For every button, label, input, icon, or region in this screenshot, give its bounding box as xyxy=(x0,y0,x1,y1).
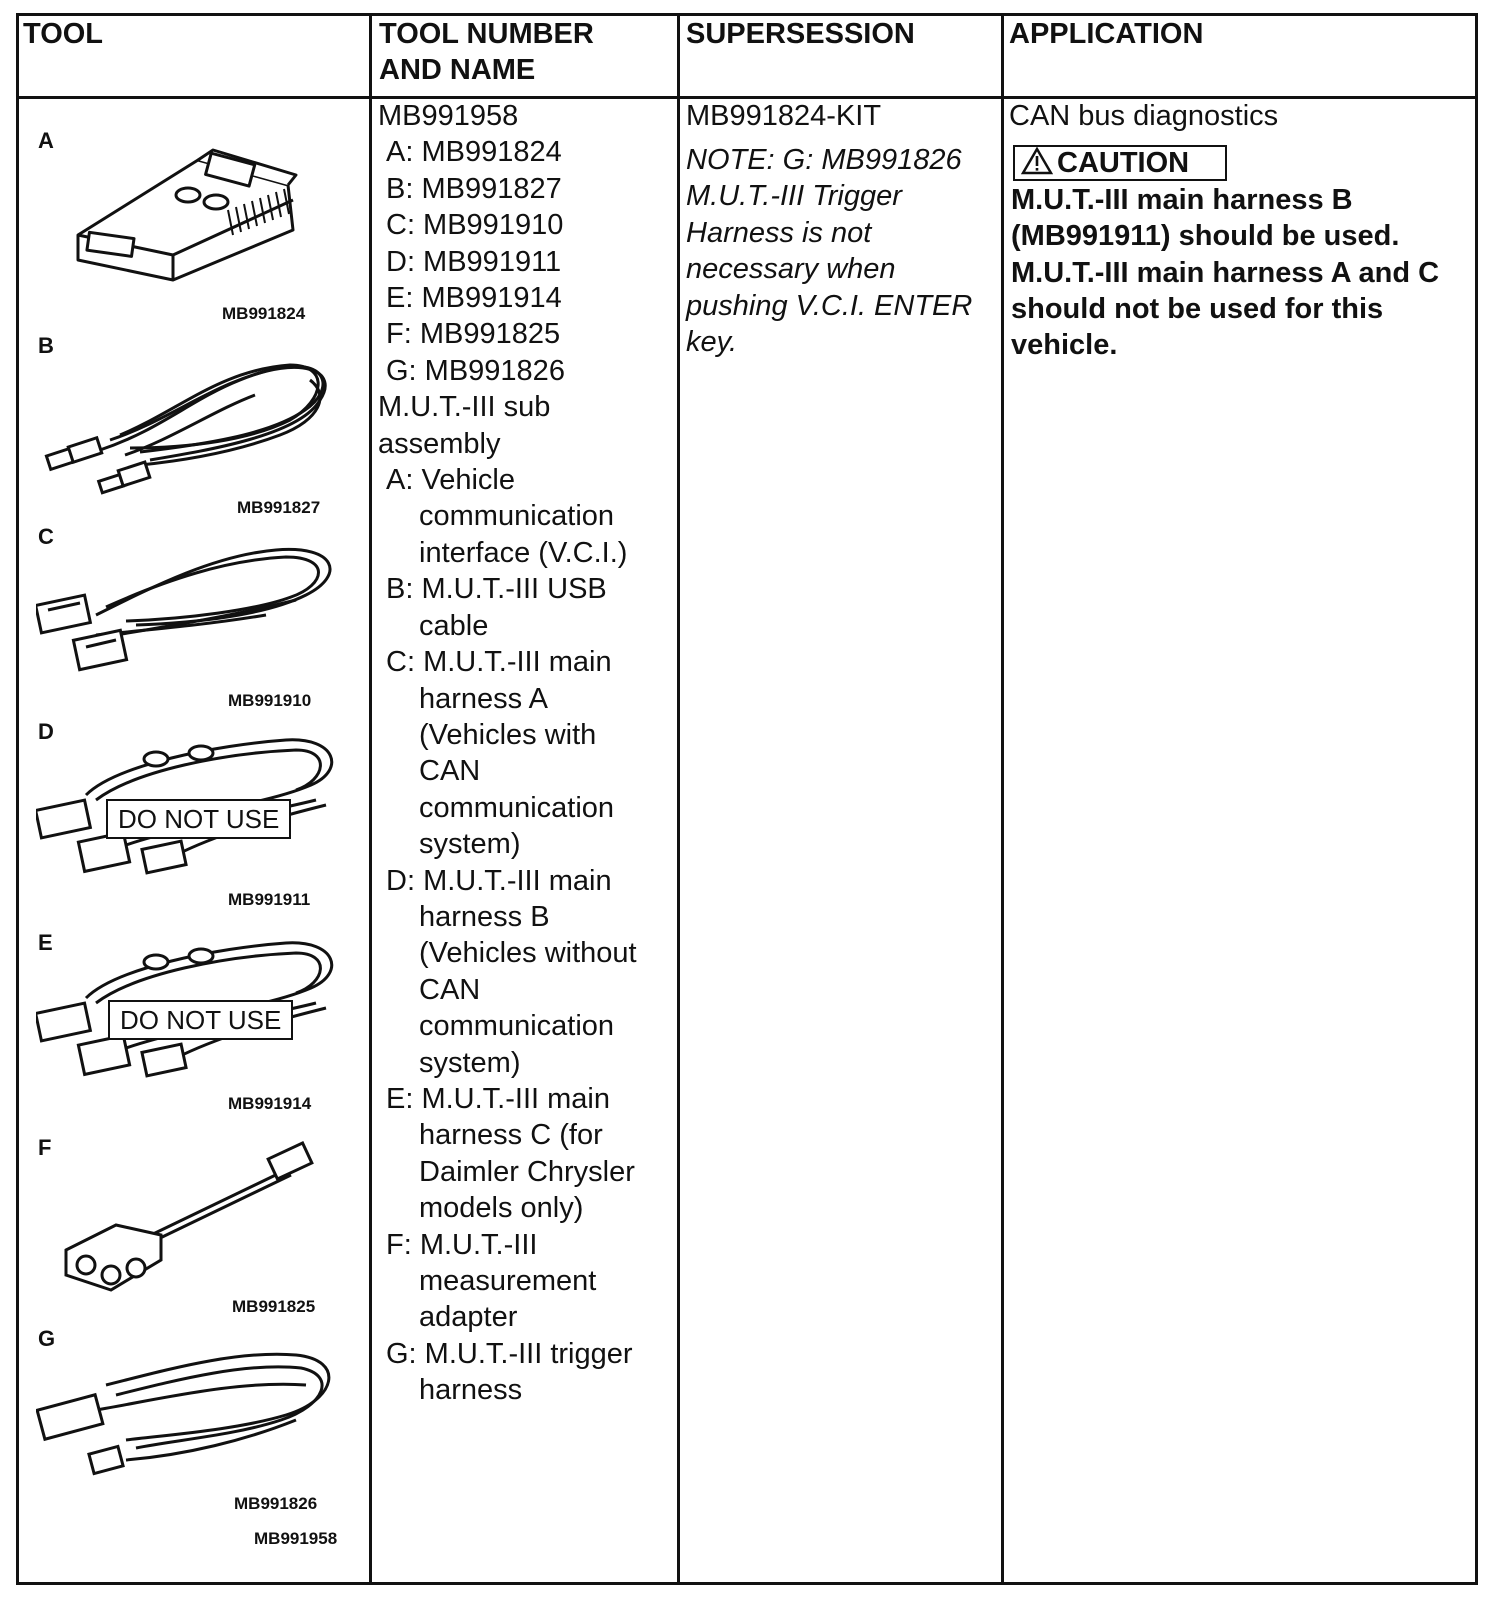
description-line: Daimler Chrysler xyxy=(419,1155,635,1188)
description-line: harness A xyxy=(419,682,548,715)
caution-line: vehicle. xyxy=(1011,329,1118,362)
tool-part-number: MB991826 xyxy=(234,1494,318,1513)
application-value: CAN bus diagnostics xyxy=(1009,100,1279,132)
description-line: CAN xyxy=(419,973,481,1006)
header-supersession: SUPERSESSION xyxy=(686,18,915,50)
header-tool-number-line1: TOOL NUMBER xyxy=(379,18,594,50)
description-line: system) xyxy=(419,1046,521,1079)
sub-assembly-title: M.U.T.-III sub xyxy=(378,391,551,424)
note-line: key. xyxy=(686,326,738,359)
supersession-value: MB991824-KIT xyxy=(686,100,882,132)
kit-part-number: MB991958 xyxy=(254,1529,338,1548)
description-letter: G: xyxy=(386,1337,425,1370)
description-line: cable xyxy=(419,609,489,642)
do-not-use-label: DO NOT USE xyxy=(106,799,291,839)
description-line xyxy=(378,1336,637,1372)
measurement-adapter-icon xyxy=(56,1140,346,1300)
kit-item: D: MB991911 xyxy=(386,245,562,278)
usb-cable-icon xyxy=(40,340,340,500)
description-text: M.U.T.-III trigger xyxy=(424,1337,633,1370)
description-letter: D: xyxy=(386,864,424,897)
caution-line: M.U.T.-III main harness A and C xyxy=(1011,256,1440,289)
description-text: M.U.T.-III main xyxy=(423,864,612,897)
sub-assembly-title: assembly xyxy=(378,427,501,460)
description-line xyxy=(378,1081,637,1117)
description-text: M.U.T.-III main xyxy=(421,1082,610,1115)
caution-box xyxy=(1013,145,1227,181)
tool-letter: E xyxy=(38,930,53,955)
description-line: adapter xyxy=(419,1301,518,1334)
header-application: APPLICATION xyxy=(1009,18,1204,50)
header-tool-number-line2: AND NAME xyxy=(379,54,536,86)
tool-letter: D xyxy=(38,719,54,744)
tool-letter: B xyxy=(38,333,54,358)
description-letter: C: xyxy=(386,646,424,679)
vci-device-icon xyxy=(68,140,308,285)
tool-part-number: MB991911 xyxy=(228,890,311,909)
description-line: interface (V.C.I.) xyxy=(419,536,628,569)
tool-part-number: MB991910 xyxy=(228,691,312,710)
column-divider xyxy=(369,13,372,1585)
description-line: CAN xyxy=(419,755,481,788)
tool-part-number: MB991827 xyxy=(237,498,321,517)
main-harness-a-icon xyxy=(36,535,346,685)
column-divider xyxy=(677,13,680,1585)
description-text: M.U.T.-III xyxy=(419,1228,538,1261)
header-tool-number xyxy=(379,16,594,88)
tool-number-cell xyxy=(378,98,637,1409)
description-text: M.U.T.-III USB xyxy=(421,573,607,606)
tool-letter: C xyxy=(38,524,54,549)
trigger-harness-icon xyxy=(36,1340,346,1500)
caution-line: (MB991911) should be used. xyxy=(1011,220,1400,253)
note-line: NOTE: G: MB991826 xyxy=(686,144,962,176)
kit-item: E: MB991914 xyxy=(386,282,562,315)
description-text: M.U.T.-III main xyxy=(423,646,612,679)
tool-part-number: MB991824 xyxy=(222,304,306,323)
description-line xyxy=(378,644,637,680)
description-line: communication xyxy=(419,791,615,824)
caution-text xyxy=(1011,182,1473,363)
note-line: Harness is not xyxy=(686,216,872,249)
tool-letter: A xyxy=(38,128,54,153)
description-line: system) xyxy=(419,828,521,861)
tool-part-number: MB991825 xyxy=(232,1297,316,1316)
description-line xyxy=(378,462,637,498)
do-not-use-label: DO NOT USE xyxy=(108,1000,293,1040)
description-line: communication xyxy=(419,500,615,533)
description-line: measurement xyxy=(419,1265,597,1297)
warning-triangle-icon xyxy=(1021,147,1053,182)
description-letter: E: xyxy=(386,1082,422,1115)
kit-item: B: MB991827 xyxy=(386,172,562,205)
note-line: necessary when xyxy=(686,253,896,286)
tool-part-number: MB991914 xyxy=(228,1094,312,1113)
description-line xyxy=(378,863,637,899)
description-line: (Vehicles without xyxy=(419,937,637,970)
kit-item: G: MB991826 xyxy=(386,354,565,387)
description-letter: B: xyxy=(386,573,422,606)
description-line xyxy=(378,571,637,607)
kit-item: C: MB991910 xyxy=(386,209,564,242)
description-line: harness C (for xyxy=(419,1119,603,1152)
header-tool: TOOL xyxy=(23,18,104,50)
description-text: Vehicle xyxy=(421,464,515,497)
kit-item: A: MB991824 xyxy=(386,136,562,169)
description-line: harness xyxy=(419,1374,523,1407)
description-line: communication xyxy=(419,1010,615,1043)
description-line: (Vehicles with xyxy=(419,718,597,751)
caution-label: CAUTION xyxy=(1057,147,1190,179)
description-line xyxy=(378,1227,637,1263)
description-letter: A: xyxy=(386,464,422,497)
kit-item: F: MB991825 xyxy=(386,318,561,351)
description-line: harness B xyxy=(419,900,550,933)
column-divider xyxy=(1001,13,1004,1585)
tool-number-main: MB991958 xyxy=(378,100,519,132)
description-letter: F: xyxy=(386,1228,420,1261)
description-line: models only) xyxy=(419,1192,584,1225)
supersession-note xyxy=(686,142,972,360)
caution-line: should not be used for this xyxy=(1011,292,1384,325)
caution-line: M.U.T.-III main harness B xyxy=(1011,184,1353,216)
tool-letter: G xyxy=(38,1326,56,1351)
tool-letter: F xyxy=(38,1135,52,1160)
note-line: pushing V.C.I. ENTER xyxy=(686,289,973,322)
note-line: M.U.T.-III Trigger xyxy=(686,180,902,213)
